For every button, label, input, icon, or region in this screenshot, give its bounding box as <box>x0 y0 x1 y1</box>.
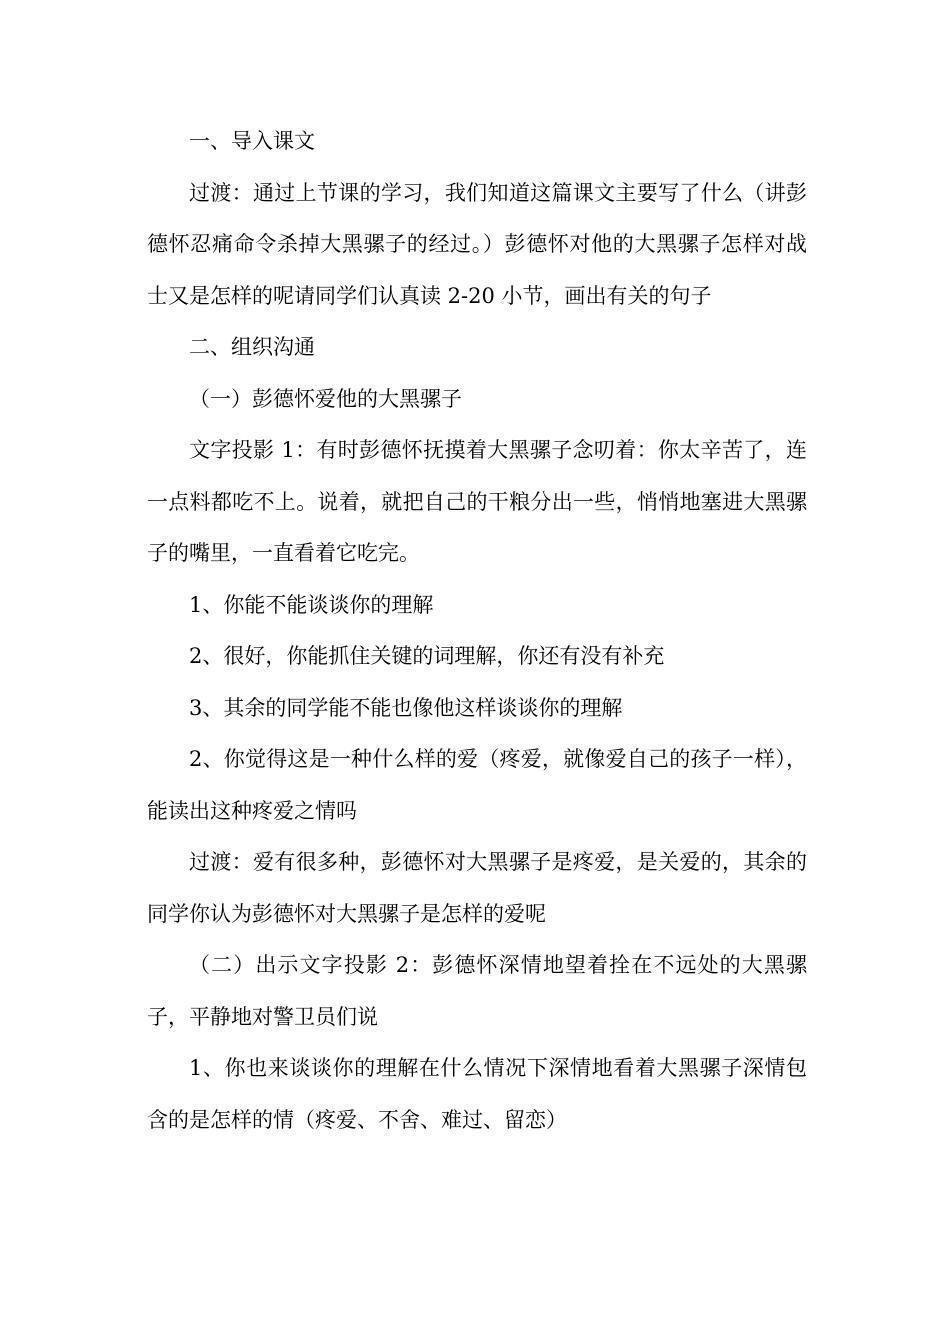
list-item-1: 1、你能不能谈谈你的理解 <box>189 592 434 617</box>
list-item-4: 2、你觉得这是一种什么样的爱（疼爱，就像爱自己的孩子一样），能读出这种疼爱之情吗 <box>147 747 807 823</box>
paragraph-transition-2: 过渡：爱有很多种，彭德怀对大黑骡子是疼爱，是关爱的，其余的同学你认为彭德怀对大黑骡子是怎样的爱呢 <box>147 850 807 926</box>
paragraph-transition-1: 过渡：通过上节课的学习，我们知道这篇课文主要写了什么（讲彭德怀忍痛命令杀掉大黑骡子的经过。）彭德怀对他的大黑骡子怎样对战士又是怎样的呢请同学们认真读 2-20 小节，画出有关的句子 <box>147 180 807 308</box>
subheading-part-two: （二）出示文字投影 2：彭德怀深情地望着拴在不远处的大黑骡子，平静地对警卫员们说 <box>147 953 807 1029</box>
subheading-part-one: （一）彭德怀爱他的大黑骡子 <box>189 386 462 411</box>
list-item-2: 2、很好，你能抓住关键的词理解，你还有没有补充 <box>189 644 665 668</box>
heading-import-lesson: 一、导入课文 <box>189 129 315 153</box>
document-body <box>147 116 807 1146</box>
heading-organize-communication: 二、组织沟通 <box>189 335 315 359</box>
paragraph-text-projection-1: 文字投影 1：有时彭德怀抚摸着大黑骡子念叨着：你太辛苦了，连一点料都吃不上。说着，就把自己的干粮分出一些，悄悄地塞进大黑骡子的嘴里，一直看着它吃完。 <box>147 438 807 565</box>
list-item-5: 1、你也来谈谈你的理解在什么情况下深情地看着大黑骡子深情包含的是怎样的情（疼爱、不舍、难过、留恋） <box>147 1056 807 1132</box>
list-item-3: 3、其余的同学能不能也像他这样谈谈你的理解 <box>189 695 623 720</box>
